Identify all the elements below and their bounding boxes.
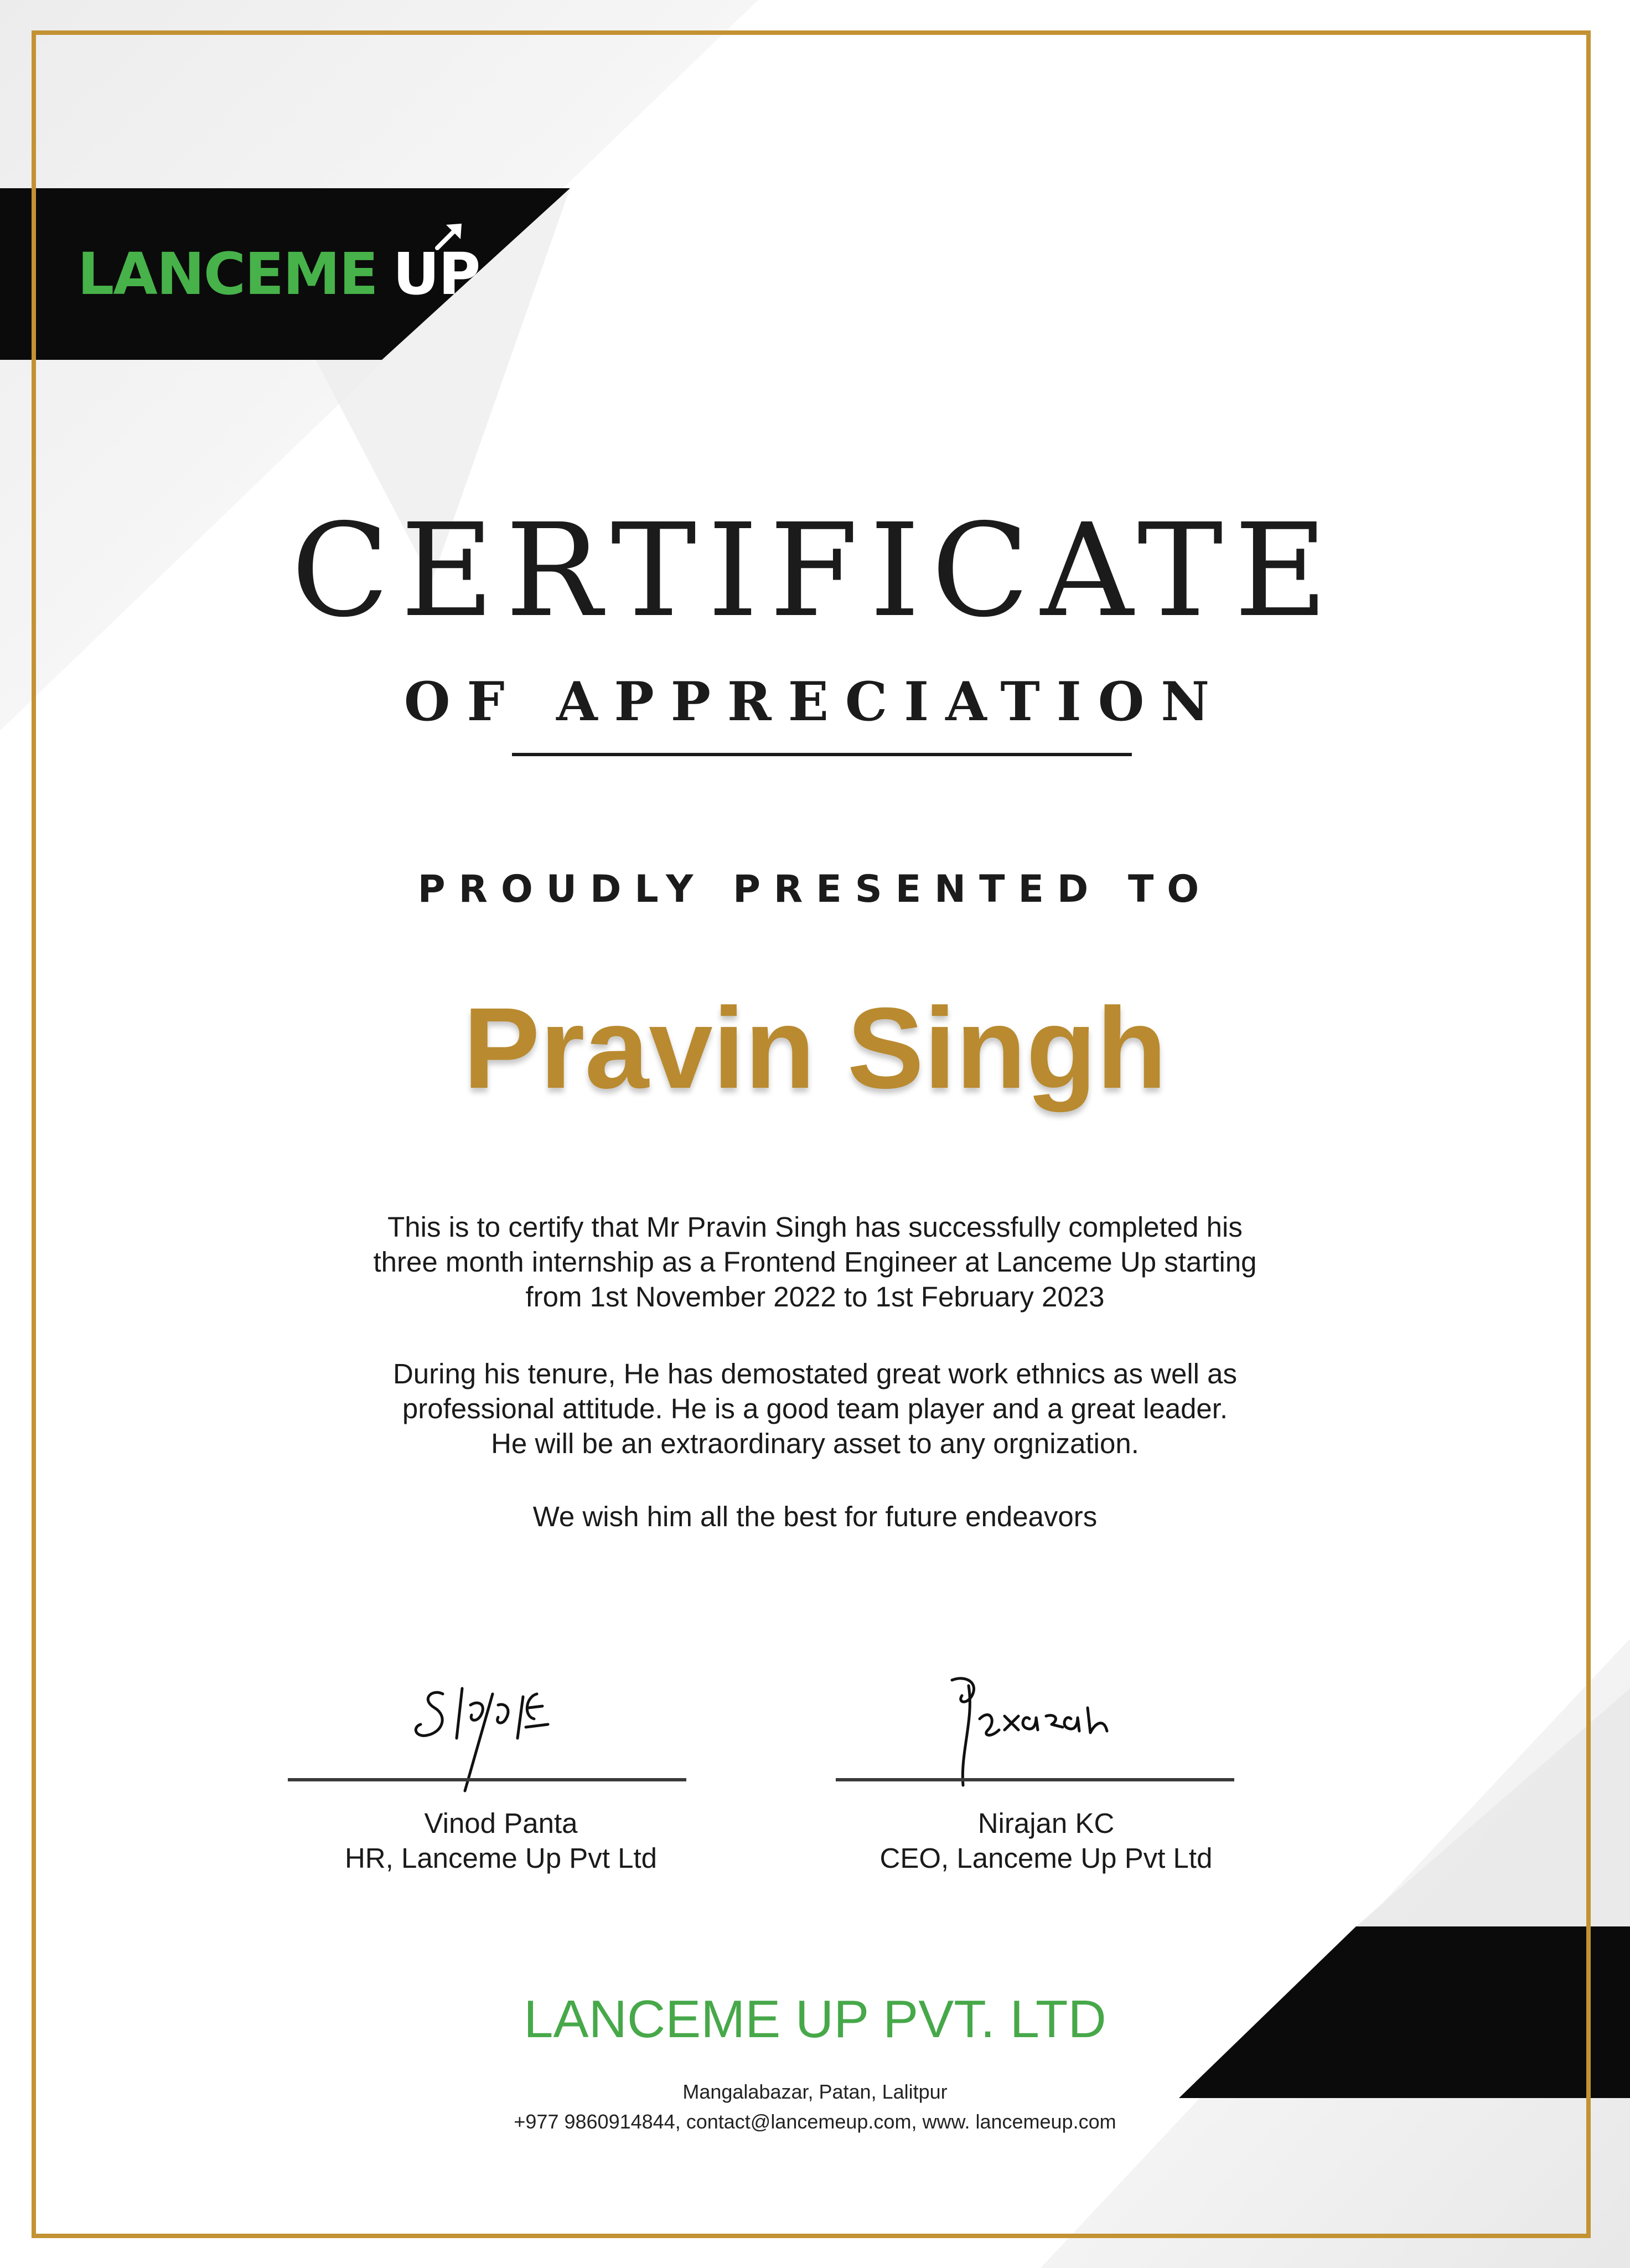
arrow-up-right-icon [432, 220, 465, 254]
company-contact: +977 9860914844, contact@lancemeup.com, www. lancemeup.com [514, 2110, 1116, 2133]
certificate-subtitle: OF APPRECIATION [403, 670, 1227, 733]
company-contact-block [0, 2077, 1630, 2137]
logo-text-lanceme: LANCEME [77, 240, 377, 308]
hr-signatory [288, 1806, 714, 1876]
company-address: Mangalabazar, Patan, Lalitpur [682, 2080, 948, 2103]
presented-to-label: PROUDLY PRESENTED TO [417, 867, 1213, 911]
gold-border-frame [32, 30, 1591, 2238]
signatory-title: HR, Lanceme Up Pvt Ltd [344, 1842, 658, 1874]
signatory-name: Vinod Panta [424, 1807, 578, 1839]
signatory-name: Nirajan KC [977, 1807, 1115, 1839]
company-name: LANCEME UP PVT. LTD [524, 1990, 1106, 2049]
ceo-signature [941, 1669, 1140, 1796]
paragraph-line: from 1st November 2022 to 1st February 2023 [525, 1281, 1105, 1313]
certificate-title: CERTIFICATE [291, 496, 1339, 645]
ceo-signature-line [836, 1778, 1234, 1781]
logo-text-up-label: UP [392, 240, 480, 308]
paragraph-line: professional attitude. He is a good team player and a great leader. [402, 1393, 1228, 1424]
wishes-paragraph [0, 1499, 1630, 1534]
logo-text-up [393, 240, 480, 308]
title-divider [512, 753, 1132, 756]
tenure-paragraph [0, 1356, 1630, 1461]
signatory-title: CEO, Lanceme Up Pvt Ltd [879, 1842, 1213, 1874]
hr-signature-line [288, 1778, 686, 1781]
paragraph-line: During his tenure, He has demostated great work ethnics as well as [392, 1358, 1238, 1389]
recipient-name: Pravin Singh [463, 984, 1167, 1113]
paragraph-line: three month internship as a Frontend Engineer at Lanceme Up starting [373, 1246, 1257, 1278]
ceo-signatory [836, 1806, 1256, 1876]
paragraph-line: We wish him all the best for future endeavors [532, 1501, 1098, 1532]
paragraph-line: This is to certify that Mr Pravin Singh has successfully completed his [387, 1211, 1243, 1243]
paragraph-line: He will be an extraordinary asset to any orgnization. [491, 1428, 1139, 1459]
certification-paragraph [0, 1210, 1630, 1314]
lanceme-up-logo [77, 238, 479, 310]
